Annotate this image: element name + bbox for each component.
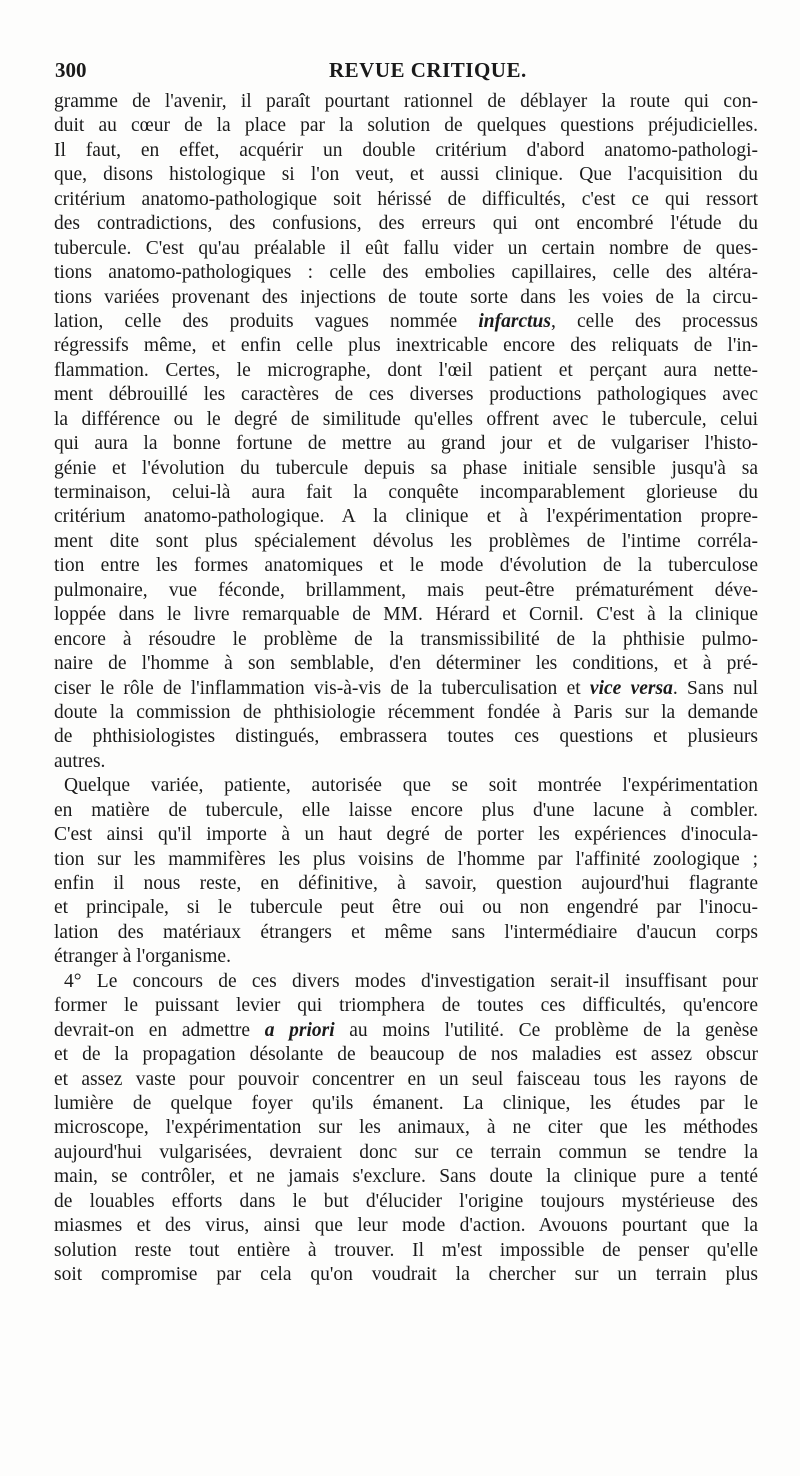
text-segment: lumière de quelque foyer qu'ils émanent. La clinique, les études par le xyxy=(54,1092,758,1114)
text-segment: en matière de tubercule, elle laisse encore plus d'une lacune à combler. xyxy=(54,799,758,821)
text-line xyxy=(54,457,758,481)
text-line xyxy=(54,921,758,945)
text-line xyxy=(54,799,758,823)
text-line xyxy=(54,530,758,554)
text-segment: tion sur les mammifères les plus voisins de l'homme par l'affinité zoologique ; xyxy=(54,848,758,870)
text-segment: génie et l'évolution du tubercule depuis sa phase initiale sensible jusqu'à sa xyxy=(54,457,758,479)
page-header xyxy=(55,58,758,88)
text-segment: la différence ou le degré de similitude qu'elles offrent avec le tubercule, celui xyxy=(54,408,758,430)
italic-text: vice versa xyxy=(589,677,673,699)
text-line xyxy=(54,432,758,456)
text-segment: enfin il nous reste, en définitive, à savoir, question aujourd'hui flagrante xyxy=(54,873,758,894)
text-segment: soit compromise par cela qu'on voudrait la chercher sur un terrain plus xyxy=(54,1264,758,1285)
text-segment: tion entre les formes anatomiques et le mode d'évolution de la tuberculose xyxy=(54,555,758,577)
text-segment: lation des matériaux étrangers et même sans l'intermédiaire d'aucun corps xyxy=(54,921,758,943)
text-line xyxy=(54,970,758,994)
text-segment: étranger à l'organisme. xyxy=(54,946,231,968)
text-segment: que, disons histologique si l'on veut, et aussi clinique. Que l'acquisition du xyxy=(54,164,758,186)
text-segment: ment débrouillé les caractères de ces diverses productions pathologiques avec xyxy=(54,384,758,406)
text-line xyxy=(54,505,758,529)
text-line xyxy=(54,261,758,285)
text-segment: terminaison, celui-là aura fait la conquête incomparablement glorieuse du xyxy=(54,482,758,503)
text-line xyxy=(54,359,758,383)
text-segment: ciser le rôle de l'inflammation vis-à-vis de la tuberculisation et xyxy=(54,677,590,699)
text-segment: , celle des processus xyxy=(550,310,758,332)
text-segment: de phthisiologistes distingués, embrassera toutes ces questions et plusieurs xyxy=(54,726,758,748)
text-segment: ment dite sont plus spécialement dévolus les problèmes de l'intime corréla- xyxy=(54,530,758,552)
text-line xyxy=(54,1116,758,1140)
text-segment: au moins l'utilité. Ce problème de la genèse xyxy=(334,1019,758,1041)
text-segment: et assez vaste pour pouvoir concentrer en un seul faisceau tous les rayons de xyxy=(54,1068,758,1090)
text-line xyxy=(54,945,758,969)
text-line xyxy=(54,90,758,114)
text-segment: C'est ainsi qu'il importe à un haut degré de porter les expériences d'inocula- xyxy=(54,824,758,846)
body-text xyxy=(54,90,758,1287)
text-segment: loppée dans le livre remarquable de MM. Hérard et Cornil. C'est à la clinique xyxy=(54,604,758,626)
text-line xyxy=(54,334,758,358)
text-segment: qui aura la bonne fortune de mettre au grand jour et de vulgariser l'histo- xyxy=(54,433,758,455)
text-segment: tions anatomo-pathologiques : celle des embolies capillaires, celle des altéra- xyxy=(54,262,758,284)
text-line xyxy=(54,1068,758,1092)
text-line xyxy=(54,1092,758,1116)
text-line xyxy=(54,554,758,578)
text-segment: main, se contrôler, et ne jamais s'exclure. Sans doute la clinique pure a tenté xyxy=(54,1166,758,1188)
text-line xyxy=(54,481,758,505)
text-line xyxy=(54,1019,758,1043)
page-number: 300 xyxy=(55,58,87,82)
text-line xyxy=(54,750,758,774)
text-line xyxy=(54,994,758,1018)
text-line xyxy=(54,237,758,261)
text-line xyxy=(54,774,758,798)
text-segment: encore à résoudre le problème de la transmissibilité de la phthisie pulmo- xyxy=(54,628,758,650)
text-segment: et principale, si le tubercule peut être oui ou non engendré par l'inocu- xyxy=(54,897,758,919)
text-segment: régressifs même, et enfin celle plus inextricable encore des reliquats de l'in- xyxy=(54,335,758,357)
text-segment: tions variées provenant des injections de toute sorte dans les voies de la circu- xyxy=(54,286,758,308)
text-segment: Il faut, en effet, acquérir un double critérium d'abord anatomo-pathologi- xyxy=(54,139,758,161)
text-line xyxy=(54,310,758,334)
text-segment: critérium anatomo-pathologique. A la clinique et à l'expérimentation propre- xyxy=(54,506,758,528)
text-line xyxy=(54,1043,758,1067)
text-segment: des contradictions, des confusions, des erreurs qui ont encombré l'étude du xyxy=(54,213,758,235)
italic-text: a priori xyxy=(264,1019,335,1041)
text-line xyxy=(54,652,758,676)
text-line xyxy=(54,1239,758,1263)
text-segment: Quelque variée, patiente, autorisée que se soit montrée l'expérimentation xyxy=(64,775,758,797)
running-title: REVUE CRITIQUE. xyxy=(329,58,527,82)
text-segment: et de la propagation désolante de beaucoup de nos maladies est assez obscur xyxy=(54,1044,758,1066)
text-segment: lation, celle des produits vagues nommée xyxy=(54,310,479,332)
text-line xyxy=(54,872,758,896)
text-line xyxy=(54,677,758,701)
text-segment: aujourd'hui vulgarisées, devraient donc sur ce terrain commun se tendre la xyxy=(54,1141,758,1163)
text-line xyxy=(54,701,758,725)
text-line xyxy=(54,725,758,749)
text-line xyxy=(54,1165,758,1189)
text-segment: autres. xyxy=(54,750,106,772)
text-segment: gramme de l'avenir, il paraît pourtant rationnel de déblayer la route qui con- xyxy=(54,91,758,112)
text-line xyxy=(54,896,758,920)
text-line xyxy=(54,579,758,603)
text-line xyxy=(54,286,758,310)
text-line xyxy=(54,383,758,407)
text-line xyxy=(54,212,758,236)
text-segment: tubercule. C'est qu'au préalable il eût fallu vider un certain nombre de ques- xyxy=(54,237,758,259)
text-line xyxy=(54,628,758,652)
text-segment: . Sans nul xyxy=(672,677,758,699)
text-line xyxy=(54,823,758,847)
text-line xyxy=(54,1263,758,1287)
text-segment: de louables efforts dans le but d'élucider l'origine toujours mystérieuse des xyxy=(54,1190,758,1212)
text-segment: flammation. Certes, le micrographe, dont l'œil patient et perçant aura nette- xyxy=(54,359,758,381)
text-segment: 4° Le concours de ces divers modes d'investigation serait-il insuffisant pour xyxy=(64,970,758,992)
text-line xyxy=(54,114,758,138)
text-line xyxy=(54,188,758,212)
text-line xyxy=(54,1190,758,1214)
text-line xyxy=(54,848,758,872)
text-segment: duit au cœur de la place par la solution de quelques questions préjudicielles. xyxy=(54,115,758,137)
text-segment: naire de l'homme à son semblable, d'en déterminer les conditions, et à pré- xyxy=(54,653,758,675)
italic-text: infarctus xyxy=(478,310,551,332)
text-line xyxy=(54,408,758,432)
text-segment: doute la commission de phthisiologie récemment fondée à Paris sur la demande xyxy=(54,701,758,723)
text-segment: former le puissant levier qui triomphera de toutes ces difficultés, qu'encore xyxy=(54,995,758,1017)
text-line xyxy=(54,1141,758,1165)
text-segment: microscope, l'expérimentation sur les animaux, à ne citer que les méthodes xyxy=(54,1117,758,1139)
text-segment: pulmonaire, vue féconde, brillamment, mais peut-être prématurément déve- xyxy=(54,579,758,601)
text-segment: devrait-on en admettre xyxy=(54,1019,265,1041)
text-line xyxy=(54,163,758,187)
text-line xyxy=(54,139,758,163)
text-segment: critérium anatomo-pathologique soit hérissé de difficultés, c'est ce qui ressort xyxy=(54,188,758,210)
text-line xyxy=(54,1214,758,1238)
text-line xyxy=(54,603,758,627)
text-segment: solution reste tout entière à trouver. Il m'est impossible de penser qu'elle xyxy=(54,1239,758,1261)
text-segment: miasmes et des virus, ainsi que leur mode d'action. Avouons pourtant que la xyxy=(54,1215,758,1237)
